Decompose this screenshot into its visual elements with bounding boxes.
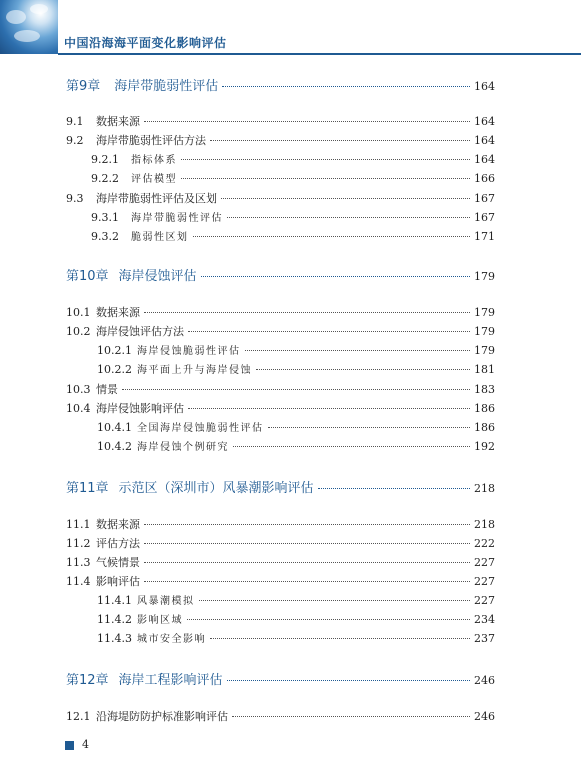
toc-page: 179 — [474, 270, 495, 283]
toc-number: 10.2 — [66, 325, 91, 338]
toc-chapter-12[interactable] — [66, 669, 495, 688]
toc-leader-dots — [181, 178, 470, 179]
toc-leader-dots — [222, 86, 470, 87]
toc-title: 沿海堤防防护标准影响评估 — [96, 710, 228, 723]
toc-leader-dots — [144, 524, 470, 525]
toc-number: 第11章 — [66, 481, 109, 496]
toc-page: 227 — [474, 556, 495, 569]
toc-chapter-10[interactable] — [66, 265, 495, 284]
toc-title: 城市安全影响 — [137, 634, 206, 645]
toc-page: 164 — [474, 80, 495, 93]
toc-title: 影响评估 — [96, 575, 140, 588]
toc-page: 164 — [474, 134, 495, 147]
toc-number: 11.3 — [66, 556, 91, 569]
toc-leader-dots — [193, 236, 471, 237]
toc-number: 10.2.2 — [97, 363, 132, 376]
toc-title: 示范区（深圳市）风暴潮影响评估 — [118, 481, 314, 496]
toc-title: 气候情景 — [96, 556, 140, 569]
toc-page: 164 — [474, 115, 495, 128]
toc-leader-dots — [233, 446, 470, 447]
toc-title: 情景 — [96, 383, 118, 396]
toc-number: 9.3.1 — [91, 211, 119, 224]
toc-page: 234 — [474, 613, 495, 626]
toc-title: 海岸侵蚀评估方法 — [96, 325, 184, 338]
toc-leader-dots — [144, 121, 470, 122]
toc-number: 10.1 — [66, 306, 91, 319]
toc-page: 167 — [474, 192, 495, 205]
toc-leader-dots — [181, 159, 470, 160]
toc-title: 数据来源 — [96, 306, 140, 319]
toc-leader-dots — [227, 217, 470, 218]
toc-leader-dots — [318, 488, 470, 489]
toc-number: 第10章 — [66, 269, 109, 284]
toc-subsection-11-4-1[interactable] — [97, 592, 495, 607]
toc-number: 12.1 — [66, 710, 91, 723]
toc-title: 海岸侵蚀脆弱性评估 — [137, 346, 241, 357]
toc-title: 海岸侵蚀评估 — [118, 269, 197, 284]
toc-title: 指标体系 — [131, 155, 177, 166]
toc-page: 237 — [474, 632, 495, 645]
toc-page: 186 — [474, 402, 495, 415]
toc-number: 11.4.3 — [97, 632, 132, 645]
toc-leader-dots — [221, 198, 470, 199]
toc-title: 风暴潮模拟 — [137, 596, 195, 607]
toc-leader-dots — [245, 350, 471, 351]
toc-number: 9.2.1 — [91, 153, 119, 166]
toc-leader-dots — [268, 427, 471, 428]
toc-section-9-3[interactable] — [66, 190, 495, 206]
toc-page: 166 — [474, 172, 495, 185]
toc-subsection-9-2-2[interactable] — [91, 170, 495, 185]
toc-leader-dots — [199, 600, 471, 601]
toc-section-10-4[interactable] — [66, 400, 495, 416]
toc-leader-dots — [188, 331, 470, 332]
toc-number: 11.1 — [66, 518, 91, 531]
toc-title: 评估模型 — [131, 174, 177, 185]
toc-number: 9.2.2 — [91, 172, 119, 185]
toc-page: 181 — [474, 363, 495, 376]
toc-number: 10.4.1 — [97, 421, 132, 434]
header-divider — [58, 53, 581, 55]
toc-page: 179 — [474, 325, 495, 338]
toc-number: 9.3 — [66, 192, 84, 205]
toc-page: 227 — [474, 575, 495, 588]
toc-chapter-9[interactable] — [66, 75, 495, 94]
toc-number: 10.3 — [66, 383, 91, 396]
toc-page: 186 — [474, 421, 495, 434]
toc-number: 10.4.2 — [97, 440, 132, 453]
toc-page: 246 — [474, 710, 495, 723]
toc-section-11-1[interactable] — [66, 516, 495, 532]
toc-section-12-1[interactable] — [66, 708, 495, 724]
toc-page: 218 — [474, 518, 495, 531]
toc-subsection-11-4-2[interactable] — [97, 611, 495, 626]
toc-number: 第12章 — [66, 673, 109, 688]
toc-leader-dots — [187, 619, 470, 620]
toc-leader-dots — [210, 638, 470, 639]
toc-section-9-2[interactable] — [66, 132, 495, 148]
header-globe-image — [0, 0, 58, 54]
toc-title: 海岸带脆弱性评估 — [114, 79, 219, 94]
toc-title: 影响区域 — [137, 615, 183, 626]
toc-section-10-1[interactable] — [66, 304, 495, 320]
toc-section-11-4[interactable] — [66, 573, 495, 589]
toc-title: 海岸带脆弱性评估方法 — [96, 134, 206, 147]
toc-subsection-9-3-2[interactable] — [91, 228, 495, 243]
toc-leader-dots — [210, 140, 470, 141]
toc-page: 179 — [474, 344, 495, 357]
toc-title: 海岸带脆弱性评估 — [131, 213, 223, 224]
toc-section-10-2[interactable] — [66, 323, 495, 339]
toc-section-11-3[interactable] — [66, 554, 495, 570]
toc-subsection-10-4-2[interactable] — [97, 438, 495, 453]
toc-page: 192 — [474, 440, 495, 453]
toc-number: 9.2 — [66, 134, 84, 147]
toc-chapter-11[interactable] — [66, 477, 495, 496]
toc-page: 246 — [474, 674, 495, 687]
toc-number: 9.3.2 — [91, 230, 119, 243]
toc-leader-dots — [122, 389, 470, 390]
toc-leader-dots — [144, 543, 470, 544]
toc-subsection-9-3-1[interactable] — [91, 209, 495, 224]
toc-number: 11.4 — [66, 575, 91, 588]
toc-number: 10.2.1 — [97, 344, 132, 357]
toc-subsection-11-4-3[interactable] — [97, 630, 495, 645]
toc-title: 全国海岸侵蚀脆弱性评估 — [137, 423, 264, 434]
toc-title: 脆弱性区划 — [131, 232, 189, 243]
toc-leader-dots — [232, 716, 470, 717]
toc-title: 海岸带脆弱性评估及区划 — [96, 192, 217, 205]
toc-page: 183 — [474, 383, 495, 396]
toc-title: 数据来源 — [96, 518, 140, 531]
toc-leader-dots — [256, 369, 470, 370]
toc-subsection-10-2-1[interactable] — [97, 342, 495, 357]
toc-subsection-9-2-1[interactable] — [91, 151, 495, 166]
toc-leader-dots — [144, 312, 470, 313]
toc-section-10-3[interactable] — [66, 381, 495, 397]
toc-subsection-10-2-2[interactable] — [97, 361, 495, 376]
footer-page-number: 4 — [82, 738, 89, 751]
toc-page: 227 — [474, 594, 495, 607]
toc-leader-dots — [144, 581, 470, 582]
toc-page: 171 — [474, 230, 495, 243]
toc-title: 海岸侵蚀个例研究 — [137, 442, 229, 453]
toc-number: 9.1 — [66, 115, 84, 128]
toc-number: 10.4 — [66, 402, 91, 415]
toc-page: 164 — [474, 153, 495, 166]
toc-page: 167 — [474, 211, 495, 224]
toc-section-11-2[interactable] — [66, 535, 495, 551]
toc-number: 11.4.2 — [97, 613, 132, 626]
toc-page: 179 — [474, 306, 495, 319]
toc-leader-dots — [188, 408, 470, 409]
toc-title: 海岸工程影响评估 — [118, 673, 223, 688]
toc-subsection-10-4-1[interactable] — [97, 419, 495, 434]
toc-leader-dots — [144, 562, 470, 563]
toc-title: 评估方法 — [96, 537, 140, 550]
toc-page: 218 — [474, 482, 495, 495]
header-book-title: 中国沿海海平面变化影响评估 — [64, 36, 227, 50]
toc-number: 第9章 — [66, 79, 101, 94]
toc-title: 数据来源 — [96, 115, 140, 128]
toc-leader-dots — [227, 680, 470, 681]
footer-marker — [65, 741, 74, 750]
toc-number: 11.4.1 — [97, 594, 132, 607]
toc-leader-dots — [201, 276, 470, 277]
toc-number: 11.2 — [66, 537, 91, 550]
toc-title: 海平面上升与海岸侵蚀 — [137, 365, 252, 376]
toc-section-9-1[interactable] — [66, 113, 495, 129]
toc-title: 海岸侵蚀影响评估 — [96, 402, 184, 415]
toc-page: 222 — [474, 537, 495, 550]
